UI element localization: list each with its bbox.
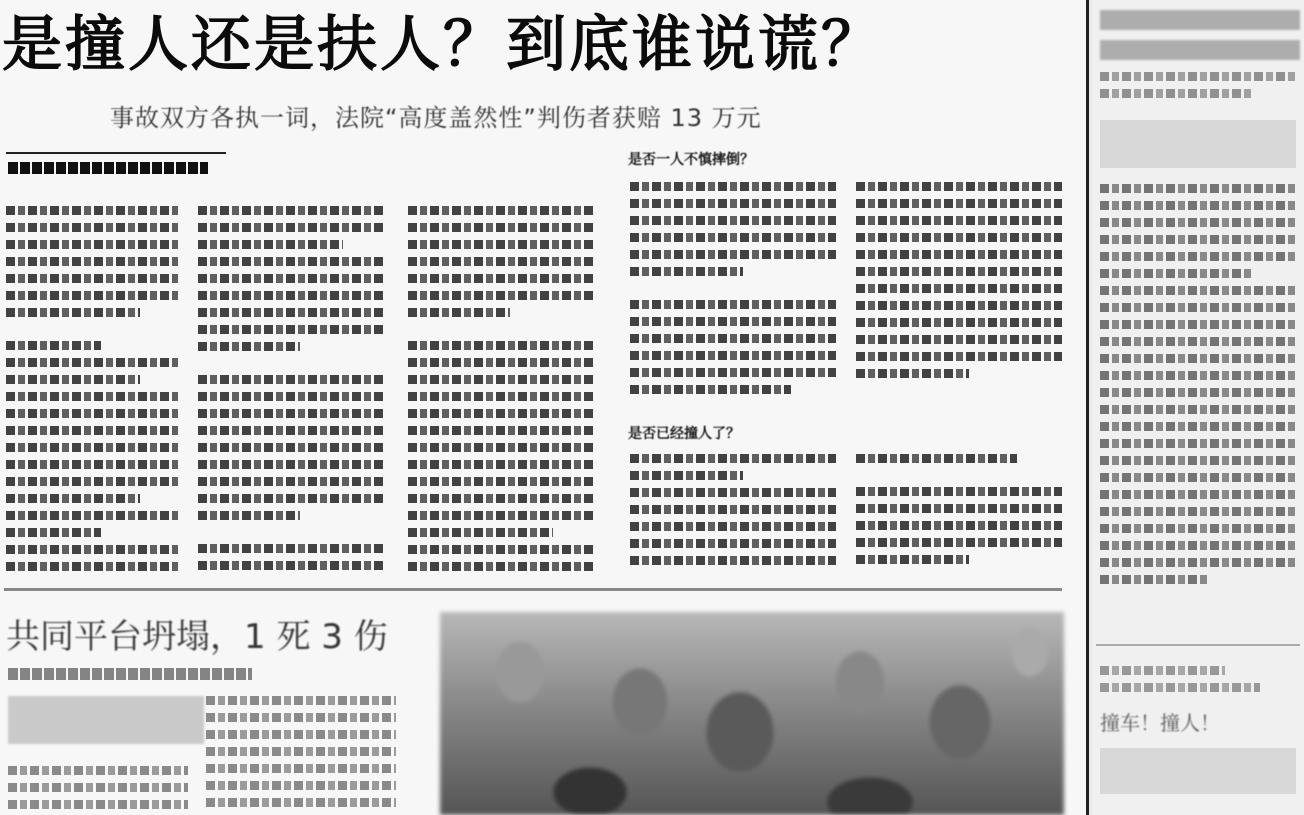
- section-heading-2: 是否一人不慎摔倒？: [628, 152, 754, 168]
- side-column-divider: [1096, 644, 1300, 646]
- article-column-7: [856, 454, 1062, 578]
- side-column-body: [1100, 184, 1298, 634]
- article-column-2: [198, 206, 384, 576]
- side-column-lower-deck: [1100, 666, 1260, 702]
- section-heading-3: 是否已经撞人了？: [628, 426, 740, 442]
- crowd-photo: [440, 612, 1064, 815]
- side-column: [1092, 0, 1304, 815]
- subheadline: 事故双方各执一词，法院“高度盖然性”判伤者获赔 13 万元: [110, 104, 762, 132]
- side-column-deck: [1100, 72, 1296, 110]
- article-column-1: [6, 206, 178, 576]
- lower-story-deck: [8, 668, 252, 680]
- side-column-graphic: [1100, 120, 1296, 168]
- side-column-lower-text: [1100, 708, 1300, 738]
- headline: 是撞人还是扶人？到底谁说谎？: [2, 10, 884, 80]
- byline-blurred: [8, 162, 208, 174]
- lower-story-column-2: [206, 696, 396, 815]
- article-column-3: [408, 206, 594, 576]
- page-column-rule: [1086, 0, 1089, 815]
- section-divider: [4, 588, 1062, 591]
- lower-story-column-1: [8, 766, 188, 815]
- side-column-lower-graphic: [1100, 748, 1296, 794]
- article-column-4: [630, 182, 836, 402]
- byline-rule: [6, 152, 226, 154]
- lower-story-headline: 共同平台坍塌，1 死 3 伤: [6, 617, 388, 657]
- article-column-6: [630, 454, 836, 578]
- article-column-5: [856, 182, 1062, 402]
- side-column-title-blurred: [1100, 6, 1300, 66]
- lower-story-graphic: [8, 696, 204, 744]
- side-lower-line-1: 撞车！撞人！: [1100, 711, 1220, 735]
